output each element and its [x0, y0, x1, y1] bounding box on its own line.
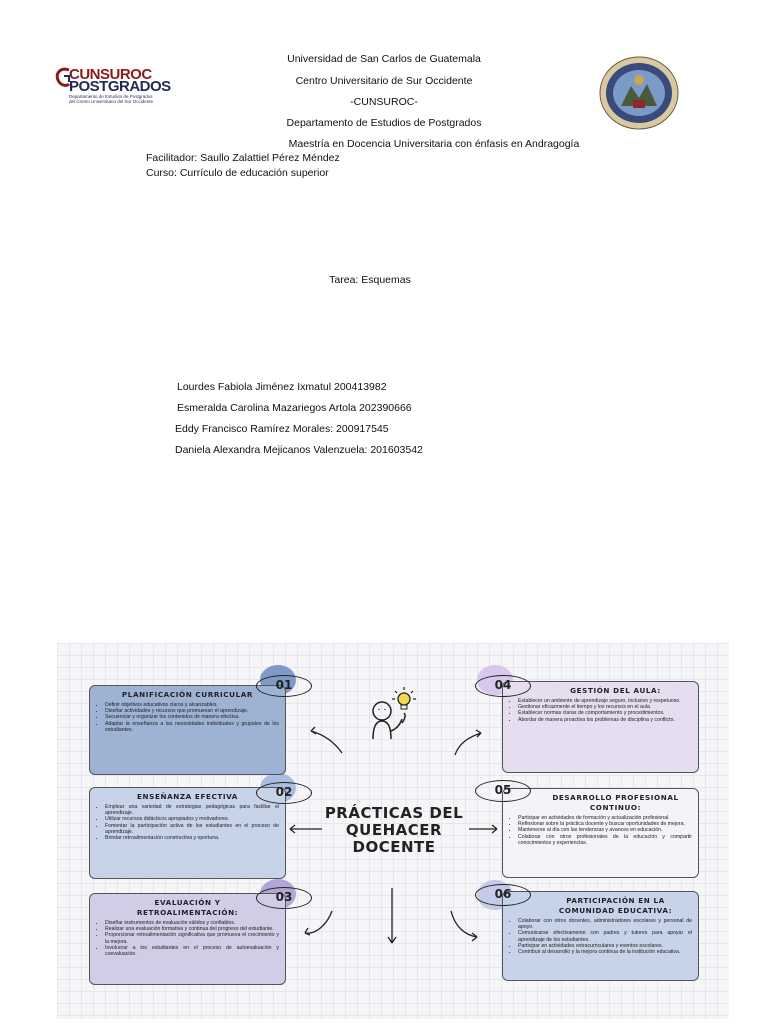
center-name: Centro Universitario de Sur Occidente: [295, 75, 473, 87]
infographic: [57, 643, 729, 1019]
logo-line1: CUNSUROC: [69, 66, 152, 83]
list-item: • Realizar una evaluación formativa y continua del progreso del estudiante.: [105, 926, 279, 932]
badge-04: 04: [475, 675, 531, 697]
list-item: • Mantenerse al día con las tendencias y avances en educación.: [518, 827, 692, 833]
task-title: Tarea: Esquemas: [329, 274, 411, 286]
list-item: • Definir objetivos educativos claros y alcanzables.: [105, 702, 279, 708]
card-title: PLANIFICACIÓN CURRICULAR: [121, 690, 254, 699]
list-item: • Participar en actividades extracurriculares y eventos escolares.: [518, 943, 692, 949]
author-2: Esmeralda Carolina Mazariegos Artola 202390666: [177, 402, 412, 414]
list-item: • Establecer normas claras de comportamiento y procedimientos.: [518, 710, 692, 716]
list-item: • Brindar retroalimentación constructiva y oportuna.: [105, 835, 279, 841]
list-item: • Secuenciar y organizar los contenidos de manera efectiva.: [105, 714, 279, 720]
list-item: • Fomentar la participación activa de los estudiantes en el proceso de aprendizaje.: [105, 823, 279, 835]
logo-line2: POSTGRADOS: [69, 78, 171, 95]
list-item: • Participar en actividades de formación y actualización profesional.: [518, 815, 692, 821]
card-title: GESTIÓN DEL AULA:: [570, 686, 661, 695]
list-item: • Diseñar actividades y recursos que promuevan el aprendizaje.: [105, 708, 279, 714]
author-3: Eddy Francisco Ramírez Morales: 200917545: [175, 423, 389, 435]
list-item: • Comunicarse efectivamente con padres y tutores para apoyar el aprendizaje de los estudiantes.: [518, 930, 692, 942]
list-item: • Gestionar eficazmente el tiempo y los recursos en el aula.: [518, 704, 692, 710]
list-item: • Utilizar recursos didácticos apropiados y motivadores.: [105, 816, 279, 822]
card-title: EVALUACIÓN Y RETROALIMENTACIÓN:: [136, 898, 239, 917]
facilitator: Facilitador: Saullo Zalattiel Pérez Méndez: [146, 152, 340, 164]
card-title: PARTICIPACIÓN EN LA COMUNIDAD EDUCATIVA:: [558, 896, 673, 915]
university-name: Universidad de San Carlos de Guatemala: [287, 53, 481, 65]
list-item: • Abordar de manera proactiva los problemas de disciplina y conflicto.: [518, 717, 692, 723]
badge-06: 06: [475, 884, 531, 906]
badge-03: 03: [256, 887, 312, 909]
author-1: Lourdes Fabiola Jiménez Ixmatul 200413982: [177, 381, 387, 393]
logo-subtitle: Departamento de Estudios de Postgrados del Centro Universitario del Sur Occidente: [69, 94, 154, 104]
department-name: Departamento de Estudios de Postgrados: [286, 117, 482, 129]
list-item: • Contribuir al desarrollo y la mejora continua de la institución educativa.: [518, 949, 692, 955]
list-item: • Diseñar instrumentos de evaluación válidos y confiables.: [105, 920, 279, 926]
list-item: • Proporcionar retroalimentación significativa que promueva el crecimiento y la mejora.: [105, 932, 279, 944]
list-item: • Reflexionar sobre la práctica docente y buscar oportunidades de mejora.: [518, 821, 692, 827]
course: Curso: Currículo de educación superior: [146, 167, 329, 179]
infographic-title: PRÁCTICAS DEL QUEHACER DOCENTE: [324, 804, 464, 856]
list-item: • Establecer un ambiente de aprendizaje seguro, inclusivo y respetuoso.: [518, 698, 692, 704]
list-item: • Colaborar con otros profesionales de la educación y compartir conocimientos y experiencias.: [518, 834, 692, 846]
connector-arrows: [57, 643, 729, 1019]
card-title: ENSEÑANZA EFECTIVA: [137, 792, 238, 801]
list-item: • Adaptar la enseñanza a las necesidades individuales y grupales de los estudiantes.: [105, 721, 279, 733]
card-title: DESARROLLO PROFESIONAL CONTINUO:: [552, 793, 679, 812]
badge-02: 02: [256, 782, 312, 804]
author-4: Daniela Alexandra Mejicanos Valenzuela: 201603542: [175, 444, 423, 456]
list-item: • Emplear una variedad de estrategias pedagógicas para facilitar el aprendizaje.: [105, 804, 279, 816]
program-name: Maestría en Docencia Universitaria con énfasis en Andragogía: [288, 138, 580, 150]
badge-05: 05: [475, 780, 531, 802]
list-item: • Involucrar a los estudiantes en el proceso de autoevaluación y coevaluación.: [105, 945, 279, 957]
center-acronym: -CUNSUROC-: [350, 96, 418, 108]
university-seal: [599, 56, 679, 130]
cunsuroc-logo: [55, 66, 170, 108]
badge-01: 01: [256, 675, 312, 697]
list-item: • Colaborar con otros docentes, administradores escolares y personal de apoyo.: [518, 918, 692, 930]
